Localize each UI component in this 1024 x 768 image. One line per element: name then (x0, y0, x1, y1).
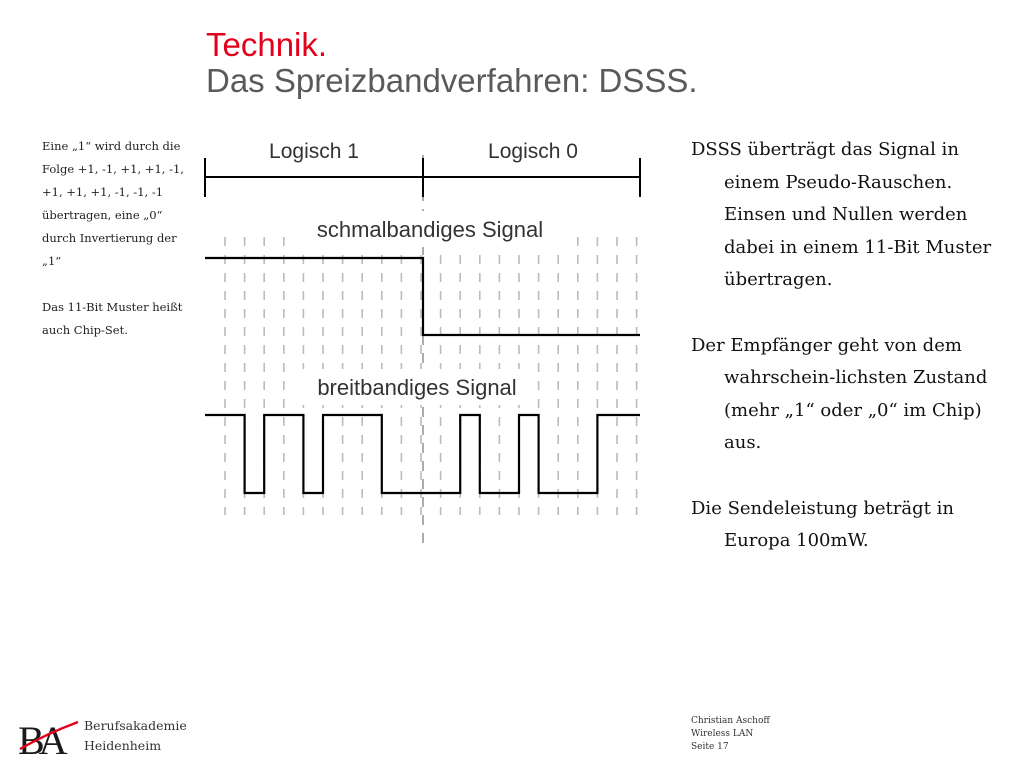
bullet-item: Der Empfänger geht von dem wahrschein-lichsten Zustand (mehr „1“ oder „0“ im Chip) aus. (691, 334, 988, 454)
slide-title-prefix: Technik. (206, 26, 328, 63)
ba-logo (16, 716, 82, 760)
institution-line-1: Berufsakademie (84, 718, 187, 733)
bullet-item: DSSS überträgt das Signal in einem Pseudo-Rauschen. Einsen und Nullen werden dabei in einem 11-Bit Muster übertragen. (691, 139, 992, 291)
footer-author: Christian Aschoff (691, 716, 770, 726)
label-logic-1: Logisch 1 (269, 140, 359, 163)
label-wideband-signal: breitbandiges Signal (317, 375, 517, 400)
logo-letters: BA (18, 718, 62, 760)
sidenote-paragraph-2: Das 11-Bit Muster heißt auch Chip-Set. (42, 300, 183, 337)
sidenote-paragraph-1: Eine „1“ wird durch die Folge +1, -1, +1, +1, -1, +1, +1, +1, -1, -1, -1 übertragen, eine „0“ durch Invertierung der „1“ (42, 139, 184, 268)
slide-footer (691, 715, 770, 754)
dsss-diagram (200, 125, 645, 545)
bullet-item: Die Sendeleistung beträgt in Europa 100mW. (691, 497, 954, 552)
footer-subject: Wireless LAN (691, 729, 754, 739)
institution-line-2: Heidenheim (84, 738, 162, 753)
slide-title: Das Spreizbandverfahren: DSSS. (206, 62, 698, 99)
sidenote (42, 135, 187, 365)
footer-page-number: Seite 17 (691, 742, 729, 752)
narrowband-signal-trace (205, 258, 640, 335)
label-narrowband-signal: schmalbandiges Signal (316, 217, 544, 242)
institution-name (84, 716, 187, 756)
bullet-list (691, 134, 1009, 590)
label-logic-0: Logisch 0 (488, 140, 578, 163)
